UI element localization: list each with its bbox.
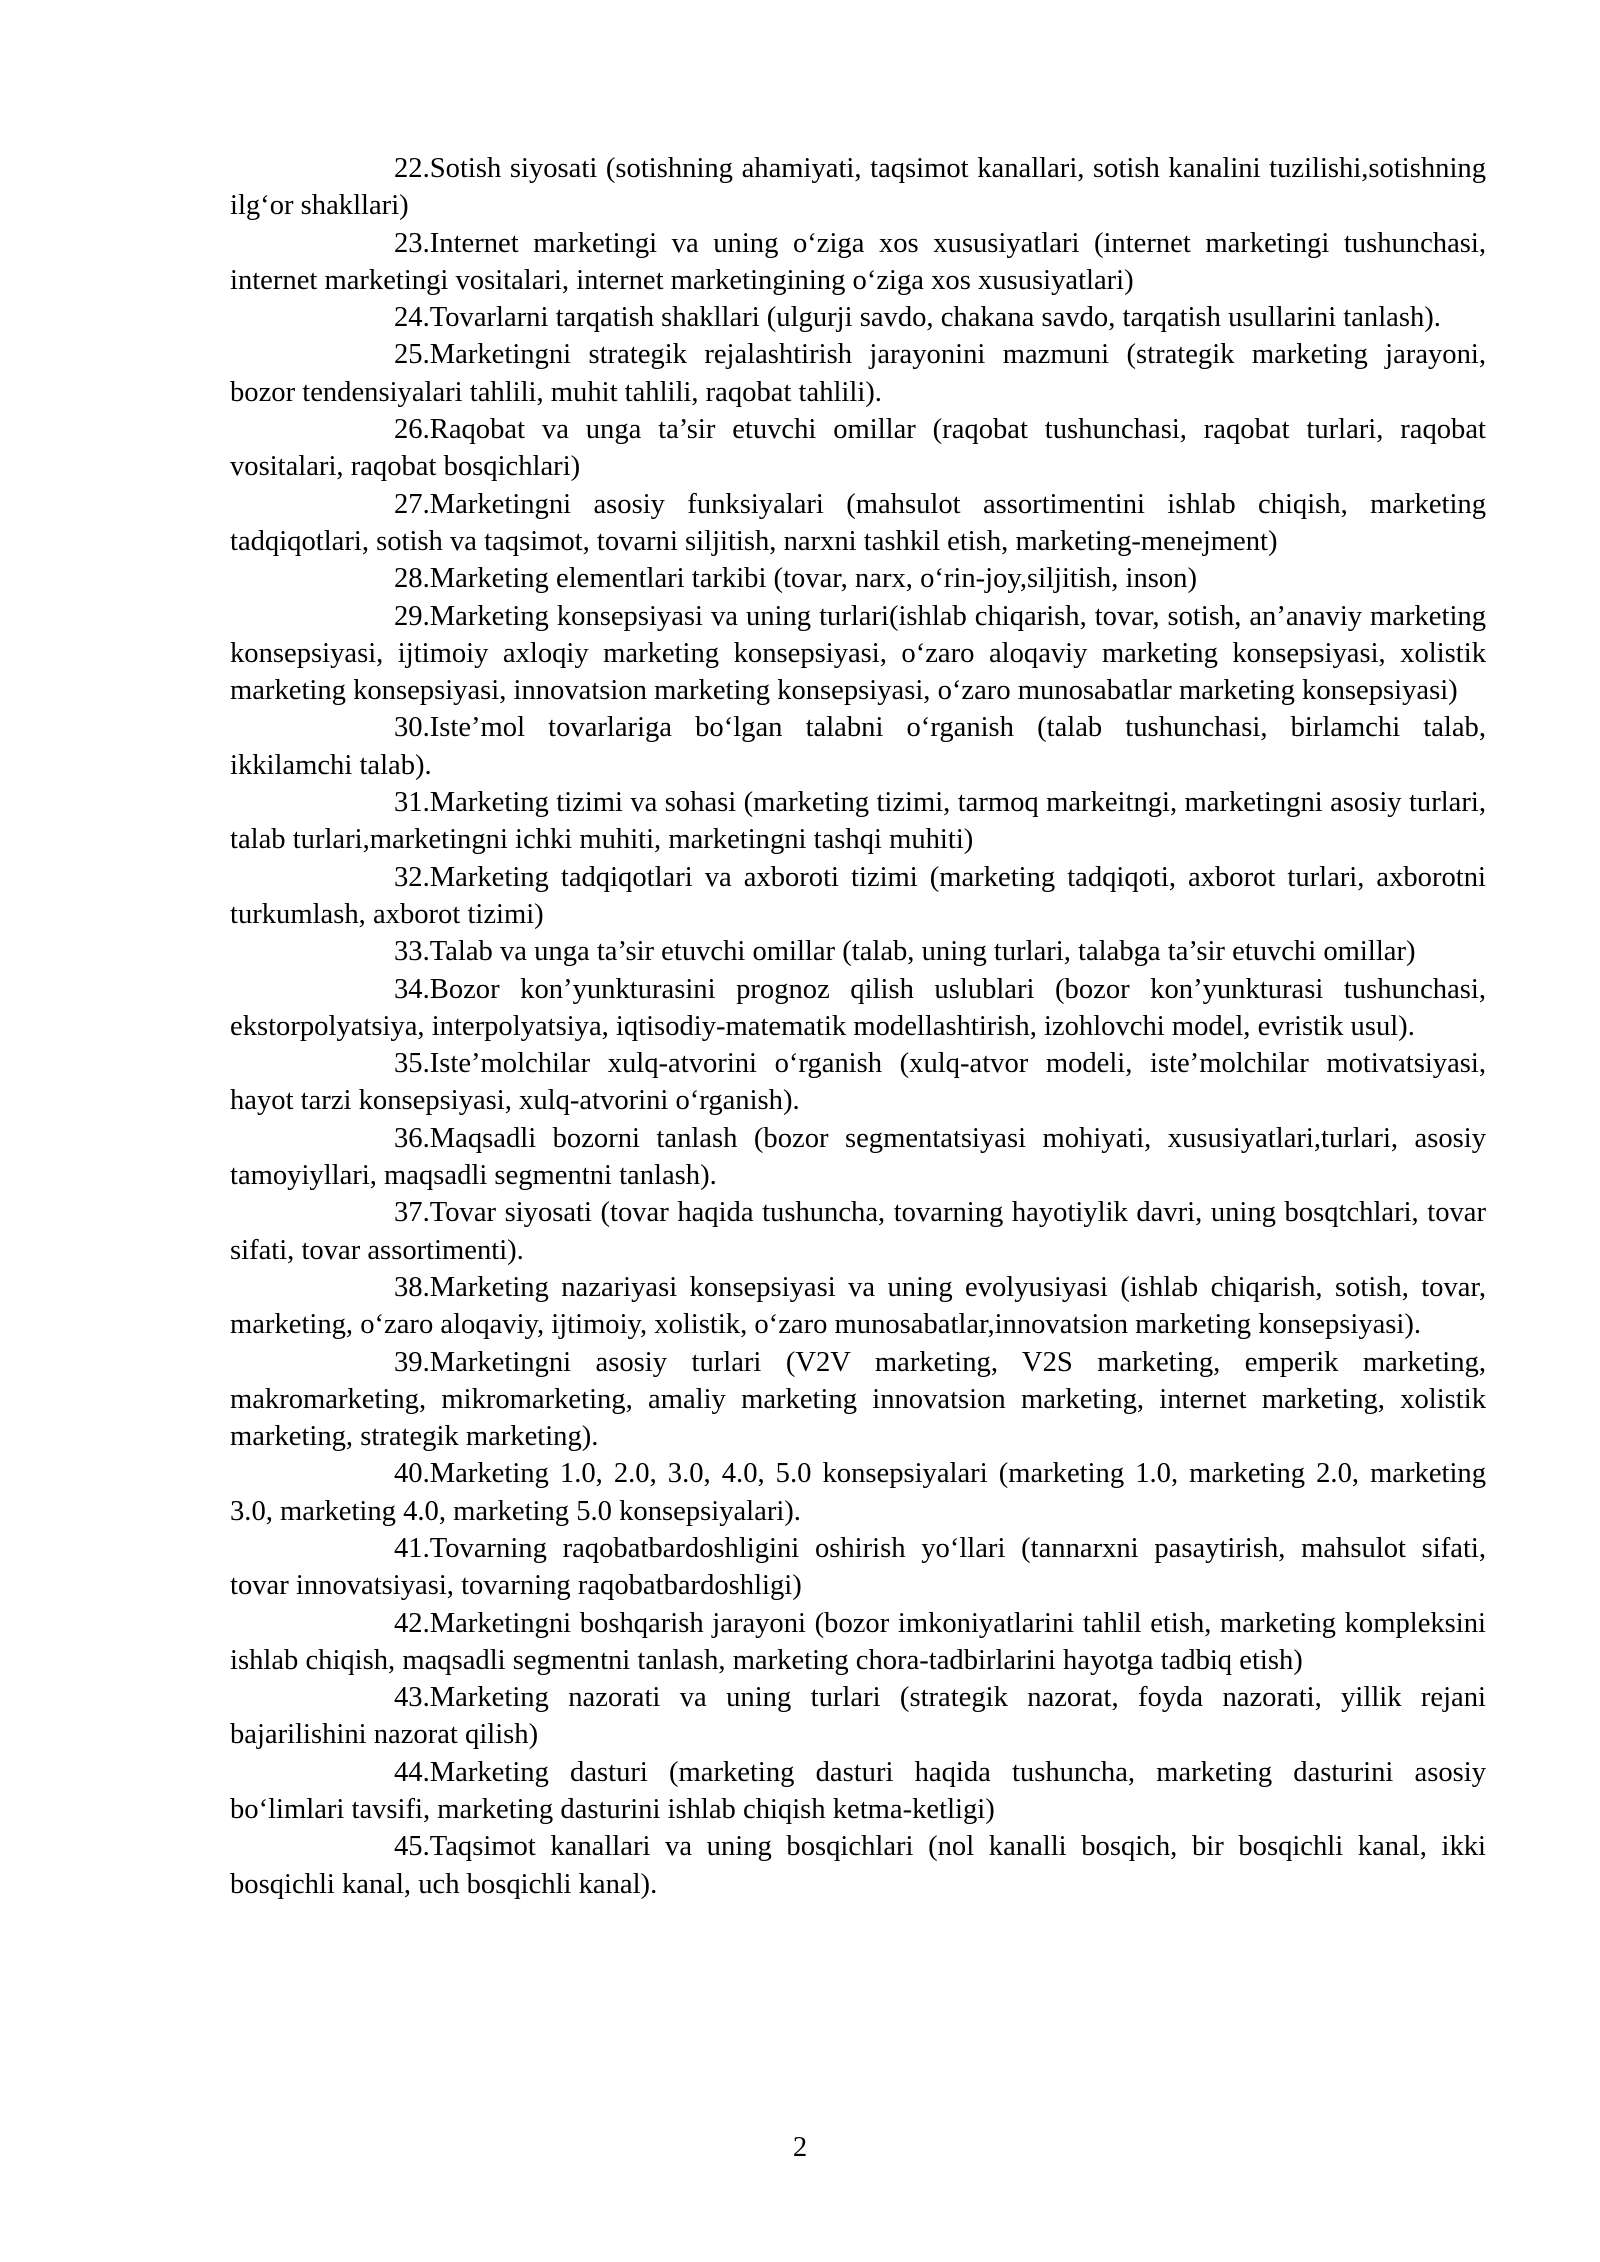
item-text: Iste’molchilar xulq-atvorini o‘rganish (xulq-atvor modeli, iste’molchilar motivatsiyasi, hayot tarzi konsepsiyasi, xulq-atvorini o‘rganish). bbox=[230, 1048, 1486, 1117]
list-item bbox=[230, 1344, 1486, 1456]
item-number: 34. bbox=[394, 973, 430, 1005]
list-item bbox=[230, 1754, 1486, 1829]
item-number: 33. bbox=[394, 936, 430, 968]
item-text: Marketingni strategik rejalashtirish jarayonini mazmuni (strategik marketing jarayoni, bozor tendensiyalari tahlili, muhit tahlili, raqobat tahlili). bbox=[230, 339, 1486, 408]
list-item bbox=[230, 1679, 1486, 1754]
item-text: Marketingni asosiy turlari (V2V marketing, V2S marketing, emperik marketing, makromarketing, mikromarketing, amaliy marketing innovatsion marketing, internet marketing, xolistik marketing, strategik marketing). bbox=[230, 1346, 1486, 1453]
item-number: 42. bbox=[394, 1607, 430, 1639]
item-text: Taqsimot kanallari va uning bosqichlari (nol kanalli bosqich, bir bosqichli kanal, ikki bosqichli kanal, uch bosqichli kanal). bbox=[230, 1831, 1486, 1900]
list-item bbox=[230, 859, 1486, 934]
list-item bbox=[230, 225, 1486, 300]
item-text: Marketing nazorati va uning turlari (strategik nazorat, foyda nazorati, yillik rejani bajarilishini nazorat qilish) bbox=[230, 1682, 1486, 1751]
list-item bbox=[230, 560, 1486, 597]
item-text: Marketing konsepsiyasi va uning turlari(ishlab chiqarish, tovar, sotish, an’anaviy marketing konsepsiyasi, ijtimoiy axloqiy marketing konsepsiyasi, o‘zaro aloqaviy marketing konsepsiyasi, xolistik marketing konsepsiyasi, innovatsion marketing konsepsiyasi, o‘zaro munosabatlar marketing konsepsiyasi) bbox=[230, 600, 1486, 707]
item-number: 35. bbox=[394, 1048, 430, 1080]
list-item bbox=[230, 1605, 1486, 1680]
item-number: 26. bbox=[394, 414, 430, 446]
item-number: 29. bbox=[394, 600, 430, 632]
item-text: Marketing nazariyasi konsepsiyasi va uning evolyusiyasi (ishlab chiqarish, sotish, tovar, marketing, o‘zaro aloqaviy, ijtimoiy, xolistik, o‘zaro munosabatlar,innovatsion marketing konsepsiyasi). bbox=[230, 1271, 1486, 1341]
item-number: 43. bbox=[394, 1682, 430, 1714]
item-text: Bozor kon’yunkturasini prognoz qilish uslublari (bozor kon’yunkturasi tushunchasi, ekstorpolyatsiya, interpolyatsiya, iqtisodiy-matematik modellashtirish, izohlovchi model, evristik usul). bbox=[230, 973, 1486, 1042]
item-number: 22. bbox=[394, 153, 430, 184]
item-text: Tovar siyosati (tovar haqida tushuncha, tovarning hayotiylik davri, uning bosqtchlari, tovar sifati, tovar assortimenti). bbox=[230, 1197, 1486, 1266]
item-number: 23. bbox=[394, 227, 430, 259]
item-number: 41. bbox=[394, 1532, 430, 1564]
item-number: 24. bbox=[394, 302, 430, 334]
item-text: Marketingni boshqarish jarayoni (bozor imkoniyatlarini tahlil etish, marketing kompleksini ishlab chiqish, maqsadli segmentni tanlash, marketing chora-tadbirlarini hayotga tadbiq etish) bbox=[230, 1607, 1486, 1676]
list-item bbox=[230, 299, 1486, 336]
list-item bbox=[230, 784, 1486, 859]
list-item bbox=[230, 709, 1486, 784]
item-number: 39. bbox=[394, 1346, 430, 1378]
item-number: 36. bbox=[394, 1122, 430, 1154]
list-item bbox=[230, 1120, 1486, 1195]
item-number: 28. bbox=[394, 563, 430, 595]
list-item bbox=[230, 1194, 1486, 1269]
item-number: 44. bbox=[394, 1756, 430, 1788]
item-number: 38. bbox=[394, 1271, 430, 1303]
list-item bbox=[230, 1530, 1486, 1605]
list-item bbox=[230, 336, 1486, 411]
item-number: 27. bbox=[394, 488, 430, 520]
item-text: Marketing tadqiqotlari va axboroti tizimi (marketing tadqiqoti, axborot turlari, axborotni turkumlash, axborot tizimi) bbox=[230, 861, 1486, 930]
item-text: Iste’mol tovarlariga bo‘lgan talabni o‘rganish (talab tushunchasi, birlamchi talab, ikkilamchi talab). bbox=[230, 712, 1486, 781]
item-text: Raqobat va unga ta’sir etuvchi omillar (raqobat tushunchasi, raqobat turlari, raqobat vositalari, raqobat bosqichlari) bbox=[230, 414, 1486, 483]
item-number: 25. bbox=[394, 339, 430, 371]
list-item bbox=[230, 411, 1486, 486]
list-item bbox=[230, 1828, 1486, 1903]
page-number: 2 bbox=[792, 2132, 808, 2163]
list-item bbox=[230, 598, 1486, 710]
item-text: Sotish siyosati (sotishning ahamiyati, taqsimot kanallari, sotish kanalini tuzilishi,sotishning ilg‘or shakllari) bbox=[230, 153, 1486, 222]
list-item bbox=[230, 1455, 1486, 1530]
item-text: Tovarlarni tarqatish shakllari (ulgurji savdo, chakana savdo, tarqatish usullarini tanlash). bbox=[429, 302, 1441, 334]
item-number: 32. bbox=[394, 861, 430, 893]
item-number: 30. bbox=[394, 712, 430, 744]
list-item bbox=[230, 1045, 1486, 1120]
list-item bbox=[230, 1269, 1486, 1344]
item-text: Marketingni asosiy funksiyalari (mahsulot assortimentini ishlab chiqish, marketing tadqiqotlari, sotish va taqsimot, tovarni siljitish, narxni tashkil etish, marketing-menejment) bbox=[230, 488, 1486, 557]
item-text: Marketing dasturi (marketing dasturi haqida tushuncha, marketing dasturini asosiy bo‘limlari tavsifi, marketing dasturini ishlab chiqish ketma-ketligi) bbox=[230, 1756, 1486, 1826]
item-text: Marketing 1.0, 2.0, 3.0, 4.0, 5.0 konsepsiyalari (marketing 1.0, marketing 2.0, marketing 3.0, marketing 4.0, marketing 5.0 konsepsiyalari). bbox=[230, 1458, 1486, 1527]
item-text: Marketing tizimi va sohasi (marketing tizimi, tarmoq markeitngi, marketingni asosiy turlari, talab turlari,marketingni ichki muhiti, marketingni tashqi muhiti) bbox=[230, 787, 1486, 856]
list-item bbox=[230, 933, 1486, 970]
item-text: Internet marketingi va uning o‘ziga xos xususiyatlari (internet marketingi tushunchasi, internet marketingi vositalari, internet marketingining o‘ziga xos xususiyatlari) bbox=[230, 227, 1486, 296]
list-item bbox=[230, 971, 1486, 1046]
item-text: Talab va unga ta’sir etuvchi omillar (talab, uning turlari, talabga ta’sir etuvchi omillar) bbox=[429, 936, 1416, 968]
item-text: Marketing elementlari tarkibi (tovar, narx, o‘rin-joy,siljitish, inson) bbox=[429, 563, 1198, 595]
list-item bbox=[230, 150, 1486, 225]
item-number: 40. bbox=[394, 1458, 430, 1490]
document-body bbox=[230, 150, 1486, 1903]
list-item bbox=[230, 486, 1486, 561]
item-number: 45. bbox=[394, 1831, 430, 1863]
item-text: Tovarning raqobatbardoshligini oshirish yo‘llari (tannarxni pasaytirish, mahsulot sifati, tovar innovatsiyasi, tovarning raqobatbardoshligi) bbox=[230, 1532, 1486, 1602]
item-number: 37. bbox=[394, 1197, 430, 1229]
item-number: 31. bbox=[394, 787, 430, 819]
item-text: Maqsadli bozorni tanlash (bozor segmentatsiyasi mohiyati, xususiyatlari,turlari, asosiy tamoyiyllari, maqsadli segmentni tanlash). bbox=[230, 1122, 1486, 1192]
